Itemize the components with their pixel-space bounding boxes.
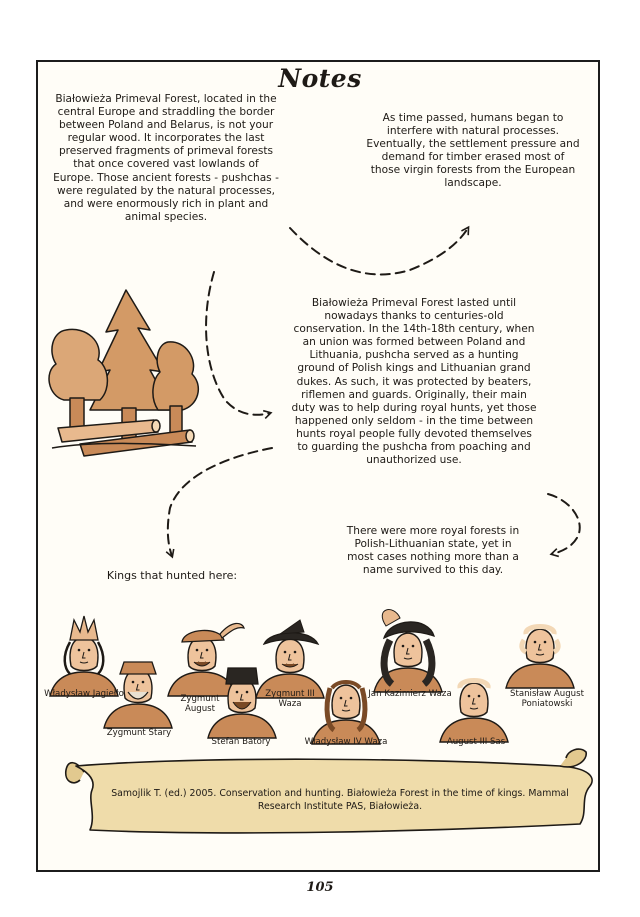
king-name: Władysław IV Waza <box>304 737 388 747</box>
page-number: 105 <box>306 880 334 895</box>
conservation-paragraph: Białowieża Primeval Forest lasted until nowadays thanks to centuries-old conservation. In the 14th-18th century, when an union was formed between Poland and Lithuania, pushcha served as a hunting ground of Polish kings and Lithuanian grand dukes. As such, it was protected by beaters, riflemen and guards. Originally, their main duty was to help during royal hunts, yet those happened only seldom - in the time between hunts royal people fully devoted themselves to guarding the pushcha from poaching and unauthorized use. <box>291 297 537 467</box>
king-name: Stanisław August Poniatowski <box>510 689 584 710</box>
reference-citation: Samojlik T. (ed.) 2005. Conservation and hunting. Białowieża Forest in the time of kings. Mammal Research Institute PAS, Białowieża. <box>111 788 569 812</box>
king-name: Zygmunt III Waza <box>265 689 315 710</box>
page-title: Notes <box>278 64 362 93</box>
king-portrait <box>50 616 118 696</box>
kings-heading: Kings that hunted here: <box>106 569 238 582</box>
king-portrait <box>506 627 574 689</box>
royal-forests-paragraph: There were more royal forests in Polish-Lithuanian state, yet in most cases nothing more than a name survived to this day. <box>346 525 520 577</box>
king-name: Jan Kazimierz Waza <box>368 689 452 699</box>
king-name: Zygmunt August <box>180 694 220 715</box>
king-portrait <box>374 610 442 692</box>
interference-paragraph: As time passed, humans began to interfere with natural processes. Eventually, the settlement pressure and demand for timber erased most of those virgin forests from the European landscape. <box>366 112 580 190</box>
king-portrait <box>256 620 324 698</box>
king-name: August III Sas <box>446 737 506 747</box>
king-name: Władysław Jagiełło <box>44 689 124 699</box>
king-name: Stefan Batory <box>211 737 271 747</box>
trees-illustration <box>49 290 198 456</box>
intro-paragraph: Białowieża Primeval Forest, located in the central Europe and straddling the border between Poland and Belarus, is not your regular wood. It incorporates the last preserved fragments of primeval forests that once covered vast lowlands of Europe. Those ancient forests - pushchas - were regulated by the natural processes, and were enormously rich in plant and animal species. <box>53 93 279 223</box>
king-name: Zygmunt Stary <box>106 728 172 738</box>
